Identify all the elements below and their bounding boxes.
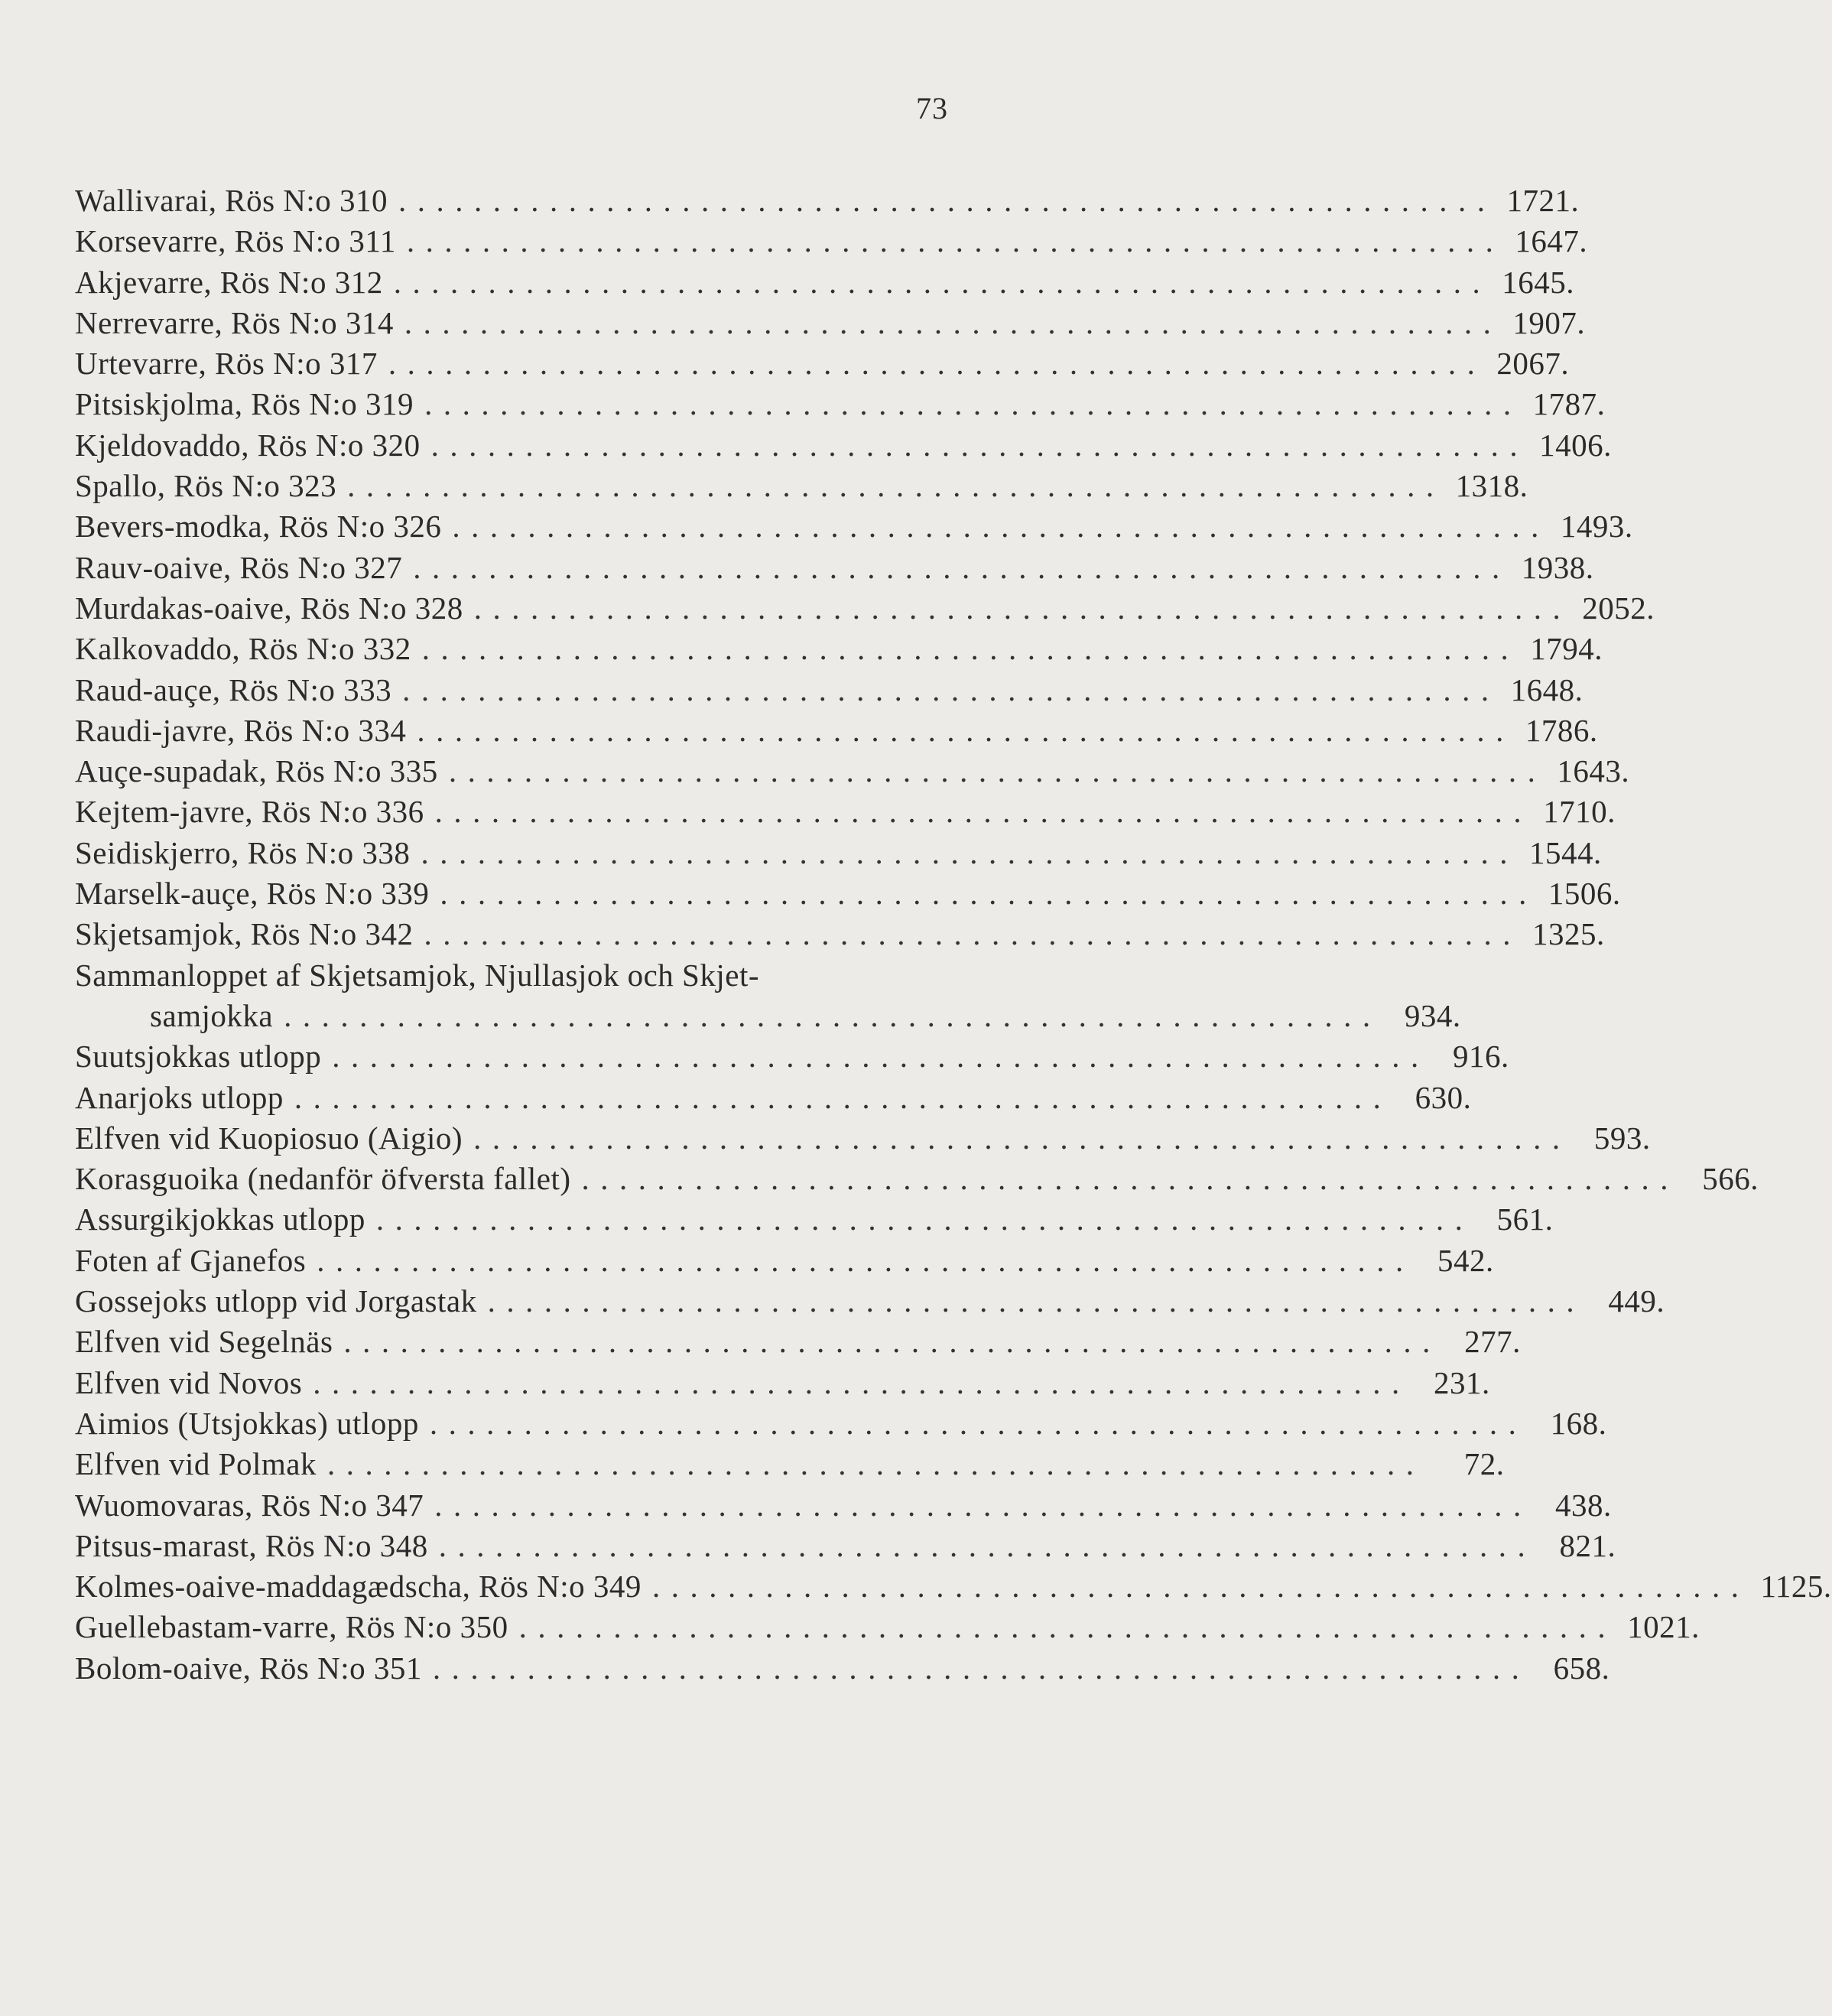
entry-value: 2052. [1582,590,1655,626]
entry-value: 72. [1463,1446,1505,1482]
entry-name: Korsevarre, Rös N:o 311 [75,223,396,259]
entry-value: 658. [1553,1650,1610,1686]
list-item [75,466,1528,506]
entry-value: 277. [1464,1324,1521,1360]
dot-leader: .......................................................... [375,1201,1474,1237]
entry-name: Kalkovaddo, Rös N:o 332 [75,631,411,667]
entry-value: 561. [1496,1201,1554,1237]
entry-value: 1645. [1502,264,1574,300]
entry-name: Gossejoks utlopp vid Jorgastak [75,1283,477,1319]
list-item-heading-line [75,955,985,996]
entry-name: Suutsjokkas utlopp [75,1039,322,1075]
list-item [75,1118,1651,1159]
entry-value: 1787. [1532,386,1606,422]
entry-value: 1907. [1512,304,1586,340]
entry-name: Bevers-modka, Rös N:o 326 [75,509,442,545]
dot-leader: .......................................................... [434,794,1533,830]
entry-name: Elfven vid Polmak [75,1446,317,1482]
dot-leader: .......................................................... [402,671,1500,707]
entry-name: Wallivarai, Rös N:o 310 [75,183,388,218]
entry-value: 449. [1608,1283,1665,1319]
dot-leader: .......................................................... [487,1283,1586,1319]
list-item [75,1078,1472,1118]
entry-name: Wuomovaras, Rös N:o 347 [75,1487,424,1523]
dot-leader: .......................................................... [388,346,1486,382]
list-item [75,1281,1665,1322]
dot-leader: .......................................................... [452,509,1550,545]
entry-value: 630. [1415,1079,1472,1115]
list-item [75,1240,1494,1281]
entry-name: Korasguoika (nedanför öfversta fallet) [75,1161,571,1197]
list-item [75,262,1574,303]
dot-leader: .......................................................... [429,1405,1528,1441]
entry-value: 1643. [1557,753,1630,789]
entry-name: Seidiskjerro, Rös N:o 338 [75,834,411,870]
dot-leader: .......................................................... [440,876,1538,912]
entry-value: 231. [1434,1364,1490,1400]
list-item [75,751,1630,792]
entry-name: Kejtem-javre, Rös N:o 336 [75,794,424,830]
list-item [75,833,1602,873]
list-item [75,548,1594,588]
dot-leader: .......................................................... [448,753,1547,789]
page-number: 73 [916,91,948,125]
dot-leader: .......................................................... [438,1527,1537,1563]
list-item [75,792,1616,832]
entry-value: 1647. [1515,223,1588,259]
entry-name: Auçe-supadak, Rös N:o 335 [75,753,438,789]
entry-value: 1786. [1525,712,1598,748]
dot-leader: .......................................................... [326,1446,1425,1482]
entry-name: Bolom-oaive, Rös N:o 351 [75,1650,422,1686]
dot-leader: .......................................................... [317,1242,1415,1278]
entry-value: 1794. [1530,631,1603,667]
dot-leader: .......................................................... [284,997,1382,1033]
entry-value: 1506. [1548,876,1621,912]
entry-value: 1406. [1539,427,1612,463]
dot-leader: .......................................................... [421,631,1520,667]
entry-name: Akjevarre, Rös N:o 312 [75,264,383,300]
list-item [75,1607,1700,1647]
entry-name: Spallo, Rös N:o 323 [75,468,337,504]
dot-leader: .......................................................... [430,427,1529,463]
dot-leader: .......................................................... [413,549,1511,585]
entry-value: 1125. [1760,1569,1832,1605]
dot-leader: .......................................................... [404,304,1502,340]
entry-name: Kolmes-oaive-maddagædscha, Rös N:o 349 [75,1569,642,1605]
list-item [75,1159,1759,1199]
entry-value: 438. [1555,1487,1612,1523]
dot-leader: .......................................................... [434,1487,1532,1523]
elevation-list [75,180,1832,1689]
entry-name: Guellebastam-varre, Rös N:o 350 [75,1609,508,1645]
list-item [75,914,1605,954]
dot-leader: .......................................................... [432,1650,1531,1686]
dot-leader: .......................................................... [417,712,1515,748]
list-item [75,1036,1509,1077]
entry-name: Kjeldovaddo, Rös N:o 320 [75,427,421,463]
entry-value: 1544. [1528,834,1602,870]
entry-name-line1: Sammanloppet af Skjetsamjok, Njullasjok och Skjet- [75,957,759,993]
entry-name: Pitsus-marast, Rös N:o 348 [75,1527,428,1563]
dot-leader: .......................................................... [518,1609,1617,1645]
entry-value: 934. [1404,997,1461,1033]
list-item [75,1199,1554,1240]
entry-name: Assurgikjokkas utlopp [75,1201,365,1237]
entry-name: Murdakas-oaive, Rös N:o 328 [75,590,463,626]
entry-name: Elfven vid Segelnäs [75,1324,333,1360]
entry-value: 916. [1452,1039,1509,1075]
entry-value: 593. [1593,1120,1651,1156]
dot-leader: .......................................................... [347,468,1445,504]
dot-leader: .......................................................... [393,264,1492,300]
list-item [75,629,1603,669]
entry-value: 1021. [1627,1609,1700,1645]
dot-leader: .......................................................... [398,183,1496,218]
dot-leader: .......................................................... [313,1364,1411,1400]
list-item [75,1485,1612,1526]
list-item [75,588,1655,629]
entry-name: Aimios (Utsjokkas) utlopp [75,1405,419,1441]
entry-name: Raud-auçe, Rös N:o 333 [75,671,392,707]
entry-name: Urtevarre, Rös N:o 317 [75,346,378,382]
entry-value: 2067. [1496,346,1570,382]
list-item [75,1648,1610,1689]
dot-leader: .......................................................... [332,1039,1430,1075]
dot-leader: .......................................................... [294,1079,1392,1115]
entry-name: Pitsiskjolma, Rös N:o 319 [75,386,414,422]
entry-value: 1938. [1521,549,1594,585]
entry-name: Raudi-javre, Rös N:o 334 [75,712,407,748]
list-item [75,506,1633,547]
list-item [75,180,1580,221]
list-item [75,873,1621,914]
dot-leader: .......................................................... [343,1324,1441,1360]
entry-name: Marselk-auçe, Rös N:o 339 [75,876,430,912]
list-item [75,1403,1607,1444]
list-item [75,1526,1616,1566]
entry-name: Nerrevarre, Rös N:o 314 [75,304,394,340]
entry-value: 1721. [1506,183,1580,218]
entry-value: 1318. [1455,468,1528,504]
list-item [75,670,1584,710]
list-item [75,1566,1832,1607]
entry-value: 168. [1550,1405,1607,1441]
dot-leader: .......................................................... [406,223,1505,259]
dot-leader: .......................................................... [424,386,1522,422]
list-item [75,221,1588,262]
list-item [75,1322,1521,1362]
entry-name: Elfven vid Novos [75,1364,303,1400]
entry-value: 542. [1437,1242,1494,1278]
entry-name: Skjetsamjok, Rös N:o 342 [75,916,414,952]
entry-name: Anarjoks utlopp [75,1079,284,1115]
entry-value: 1648. [1510,671,1584,707]
entry-name: Rauv-oaive, Rös N:o 327 [75,549,403,585]
entry-value: 1493. [1560,509,1633,545]
entry-name: Foten af Gjanefos [75,1242,307,1278]
entry-value: 566. [1702,1161,1759,1197]
list-item [75,343,1570,384]
dot-leader: .......................................................... [651,1569,1750,1605]
dot-leader: .......................................................... [581,1161,1680,1197]
entry-name-line2: samjokka [150,997,274,1033]
dot-leader: .......................................................... [473,1120,1571,1156]
list-item [75,710,1598,751]
dot-leader: .......................................................... [424,916,1522,952]
entry-value: 821. [1559,1527,1616,1563]
list-item [75,303,1586,343]
list-item [75,996,1461,1036]
entry-value: 1710. [1543,794,1616,830]
list-item [75,1363,1490,1403]
list-item [75,384,1606,424]
dot-leader: .......................................................... [421,834,1519,870]
list-item [75,1444,1505,1484]
list-item [75,425,1612,466]
entry-name: Elfven vid Kuopiosuo (Aigio) [75,1120,463,1156]
entry-value: 1325. [1532,916,1605,952]
dot-leader: .......................................................... [473,590,1572,626]
